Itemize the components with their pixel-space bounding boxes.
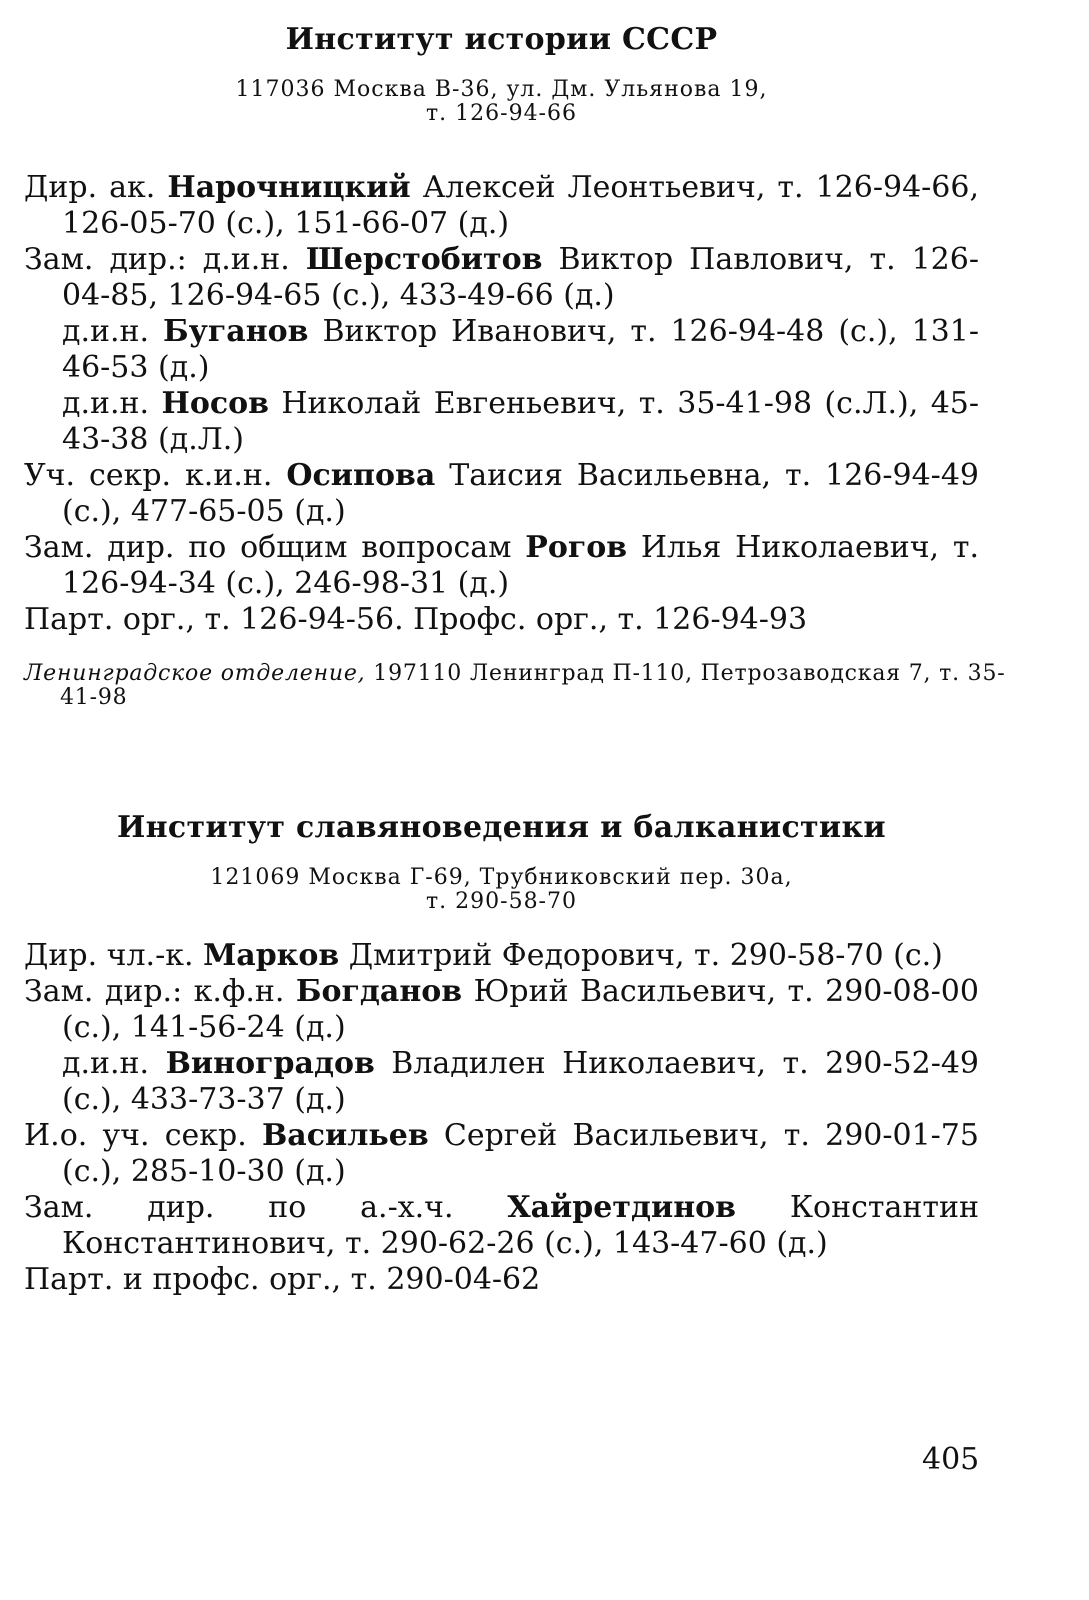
staff-entry: Парт. орг., т. 126-94-56. Профс. орг., т. 126-94-93	[24, 602, 808, 637]
staff-entry: Зам. дир.: к.ф.н. Богданов Юрий Васильевич, т. 290-08-00 (с.), 141-56-24 (д.)	[24, 974, 979, 1045]
staff-surname: Буганов	[163, 314, 309, 349]
staff-entry: д.и.н. Буганов Виктор Иванович, т. 126-94-48 (с.), 131-46-53 (д.)	[62, 314, 979, 385]
staff-entry: И.о. уч. секр. Васильев Сергей Васильевич, т. 290-01-75 (с.), 285-10-30 (д.)	[24, 1118, 979, 1189]
staff-surname: Шерстобитов	[305, 242, 543, 277]
staff-surname: Осипова	[286, 458, 436, 493]
institute-title: Институт истории СССР	[285, 22, 718, 57]
staff-entry: Уч. секр. к.и.н. Осипова Таисия Васильевна, т. 126-94-49 (с.), 477-65-05 (д.)	[24, 458, 979, 529]
staff-surname: Носов	[161, 386, 269, 421]
staff-surname: Богданов	[295, 974, 463, 1009]
address-line: 117036 Москва В-36, ул. Дм. Ульянова 19,	[235, 77, 768, 102]
staff-entry: Зам. дир.: д.и.н. Шерстобитов Виктор Павлович, т. 126-04-85, 126-94-65 (с.), 433-49-66 (д.)	[24, 242, 979, 313]
staff-entry: Дир. чл.-к. Марков Дмитрий Федорович, т. 290-58-70 (с.)	[24, 938, 943, 973]
staff-entry: Зам. дир. по общим вопросам Рогов Илья Николаевич, т. 126-94-34 (с.), 246-98-31 (д.)	[24, 530, 979, 601]
branch-label: Ленинградское отделение,	[24, 661, 366, 686]
staff-entry: д.и.н. Носов Николай Евгеньевич, т. 35-41-98 (с.Л.), 45-43-38 (д.Л.)	[62, 386, 980, 457]
staff-surname: Нарочницкий	[167, 170, 411, 205]
staff-list	[24, 938, 979, 1298]
staff-surname: Виноградов	[165, 1046, 375, 1081]
staff-entry: Зам. дир. по а.-х.ч. Хайретдинов Константин Константинович, т. 290-62-26 (с.), 143-47-60 (д.)	[24, 1190, 979, 1261]
institute-address	[24, 866, 979, 914]
staff-surname: Рогов	[525, 530, 628, 565]
address-line: 121069 Москва Г-69, Трубниковский пер. 30а,	[210, 865, 793, 890]
staff-surname: Хайретдинов	[507, 1190, 737, 1225]
staff-surname: Марков	[203, 938, 340, 973]
institute-address	[24, 78, 979, 126]
address-phone: т. 126-94-66	[425, 101, 577, 126]
institute-title: Институт славяноведения и балканистики	[117, 810, 886, 845]
staff-entry: Дир. ак. Нарочницкий Алексей Леонтьевич, т. 126-94-66, 126-05-70 (с.), 151-66-07 (д.)	[24, 170, 980, 241]
staff-entry: Парт. и профс. орг., т. 290-04-62	[24, 1262, 541, 1297]
branch-office: Ленинградское отделение, 197110 Ленинград П-110, Петрозаводская 7, т. 35-41-98	[24, 661, 1006, 710]
page-number: 405	[922, 1442, 980, 1477]
staff-list	[24, 170, 979, 638]
staff-entry: д.и.н. Виноградов Владилен Николаевич, т. 290-52-49 (с.), 433-73-37 (д.)	[62, 1046, 980, 1117]
address-phone: т. 290-58-70	[425, 889, 577, 914]
staff-surname: Васильев	[261, 1118, 429, 1153]
